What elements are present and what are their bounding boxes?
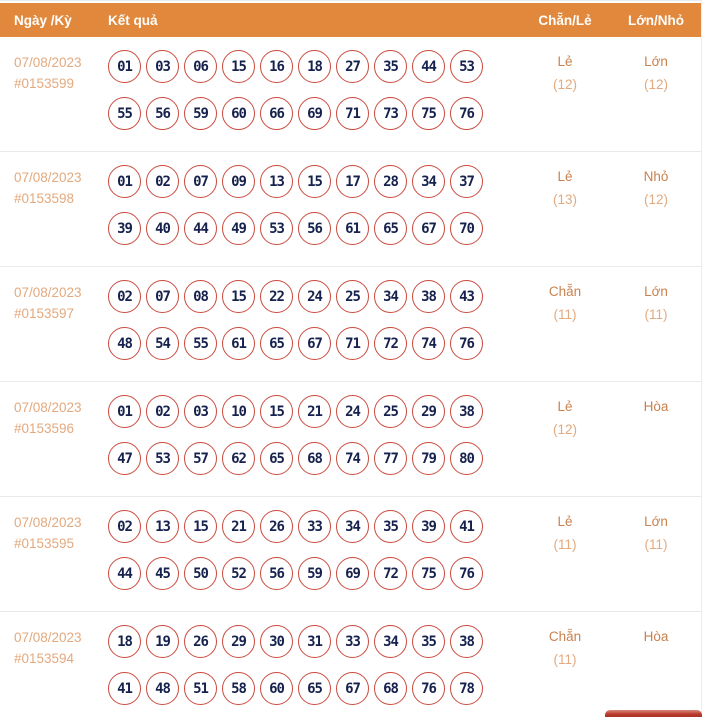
number-ball: 56 xyxy=(146,97,179,130)
number-ball: 13 xyxy=(260,165,293,198)
number-ball: 67 xyxy=(412,212,445,245)
draw-period: #0153595 xyxy=(14,536,75,551)
drawn-numbers xyxy=(108,395,520,475)
number-ball: 34 xyxy=(374,625,407,658)
even-odd-count: (11) xyxy=(553,652,577,667)
number-ball: 22 xyxy=(260,280,293,313)
number-ball: 13 xyxy=(146,510,179,543)
numbers-line-1 xyxy=(108,395,520,428)
big-small-label: Lớn xyxy=(644,54,668,69)
number-ball: 71 xyxy=(336,97,369,130)
number-ball: 34 xyxy=(374,280,407,313)
even-odd-stat xyxy=(520,165,610,245)
number-ball: 61 xyxy=(222,327,255,360)
draw-date: 07/08/2023 xyxy=(14,285,82,300)
number-ball: 15 xyxy=(222,50,255,83)
number-ball: 27 xyxy=(336,50,369,83)
number-ball: 08 xyxy=(184,280,217,313)
number-ball: 24 xyxy=(298,280,331,313)
number-ball: 03 xyxy=(184,395,217,428)
number-ball: 72 xyxy=(374,327,407,360)
number-ball: 10 xyxy=(222,395,255,428)
number-ball: 26 xyxy=(260,510,293,543)
number-ball: 31 xyxy=(298,625,331,658)
numbers-line-2 xyxy=(108,672,520,705)
draw-date-period xyxy=(14,165,108,245)
number-ball: 59 xyxy=(184,97,217,130)
number-ball: 53 xyxy=(260,212,293,245)
number-ball: 56 xyxy=(298,212,331,245)
number-ball: 76 xyxy=(412,672,445,705)
number-ball: 26 xyxy=(184,625,217,658)
number-ball: 69 xyxy=(298,97,331,130)
number-ball: 53 xyxy=(146,442,179,475)
big-small-stat xyxy=(610,280,702,360)
scroll-top-button[interactable] xyxy=(605,710,702,717)
number-ball: 65 xyxy=(298,672,331,705)
draw-date: 07/08/2023 xyxy=(14,630,82,645)
number-ball: 45 xyxy=(146,557,179,590)
big-small-label: Lớn xyxy=(644,514,668,529)
drawn-numbers xyxy=(108,510,520,590)
number-ball: 02 xyxy=(108,280,141,313)
even-odd-stat xyxy=(520,395,610,475)
results-table-body xyxy=(0,37,701,717)
number-ball: 65 xyxy=(260,442,293,475)
numbers-line-1 xyxy=(108,50,520,83)
number-ball: 18 xyxy=(108,625,141,658)
number-ball: 09 xyxy=(222,165,255,198)
number-ball: 61 xyxy=(336,212,369,245)
drawn-numbers xyxy=(108,625,520,705)
number-ball: 37 xyxy=(450,165,483,198)
numbers-line-2 xyxy=(108,327,520,360)
number-ball: 38 xyxy=(450,395,483,428)
result-row xyxy=(0,497,701,612)
big-small-label: Nhỏ xyxy=(643,169,669,184)
number-ball: 79 xyxy=(412,442,445,475)
big-small-count: (12) xyxy=(643,77,668,92)
numbers-line-1 xyxy=(108,510,520,543)
number-ball: 34 xyxy=(412,165,445,198)
big-small-label: Hòa xyxy=(643,629,669,644)
big-small-count: (12) xyxy=(643,192,668,207)
even-odd-label: Lẻ xyxy=(557,399,573,414)
draw-date-period xyxy=(14,625,108,705)
even-odd-count: (12) xyxy=(552,422,577,437)
draw-date: 07/08/2023 xyxy=(14,515,82,530)
number-ball: 38 xyxy=(450,625,483,658)
number-ball: 60 xyxy=(260,672,293,705)
number-ball: 43 xyxy=(450,280,483,313)
number-ball: 24 xyxy=(336,395,369,428)
big-small-stat xyxy=(610,50,702,130)
even-odd-count: (11) xyxy=(553,307,577,322)
number-ball: 59 xyxy=(298,557,331,590)
draw-period: #0153599 xyxy=(14,76,75,91)
number-ball: 44 xyxy=(412,50,445,83)
number-ball: 15 xyxy=(260,395,293,428)
draw-date: 07/08/2023 xyxy=(14,170,82,185)
number-ball: 78 xyxy=(450,672,483,705)
keno-results-page xyxy=(0,1,702,717)
number-ball: 74 xyxy=(412,327,445,360)
number-ball: 02 xyxy=(108,510,141,543)
number-ball: 35 xyxy=(374,510,407,543)
number-ball: 41 xyxy=(108,672,141,705)
even-odd-label: Chẵn xyxy=(548,629,582,644)
draw-period: #0153596 xyxy=(14,421,75,436)
number-ball: 52 xyxy=(222,557,255,590)
number-ball: 21 xyxy=(222,510,255,543)
number-ball: 67 xyxy=(336,672,369,705)
number-ball: 17 xyxy=(336,165,369,198)
number-ball: 25 xyxy=(336,280,369,313)
draw-date-period xyxy=(14,510,108,590)
drawn-numbers xyxy=(108,165,520,245)
even-odd-stat xyxy=(520,510,610,590)
number-ball: 76 xyxy=(450,97,483,130)
draw-date: 07/08/2023 xyxy=(14,55,82,70)
number-ball: 01 xyxy=(108,165,141,198)
numbers-line-2 xyxy=(108,557,520,590)
header-col-date: Ngày /Kỳ xyxy=(14,12,72,28)
number-ball: 47 xyxy=(108,442,141,475)
header-col-result: Kết quả xyxy=(108,12,158,28)
number-ball: 39 xyxy=(108,212,141,245)
number-ball: 07 xyxy=(184,165,217,198)
number-ball: 18 xyxy=(298,50,331,83)
header-col-even-odd: Chẵn/Lẻ xyxy=(538,12,592,28)
number-ball: 77 xyxy=(374,442,407,475)
number-ball: 07 xyxy=(146,280,179,313)
numbers-line-2 xyxy=(108,212,520,245)
number-ball: 15 xyxy=(298,165,331,198)
number-ball: 73 xyxy=(374,97,407,130)
number-ball: 16 xyxy=(260,50,293,83)
number-ball: 02 xyxy=(146,165,179,198)
numbers-line-2 xyxy=(108,97,520,130)
results-table-header xyxy=(0,3,701,37)
even-odd-count: (13) xyxy=(552,192,577,207)
draw-period: #0153598 xyxy=(14,191,75,206)
result-row xyxy=(0,267,701,382)
numbers-line-1 xyxy=(108,280,520,313)
number-ball: 57 xyxy=(184,442,217,475)
big-small-stat xyxy=(610,165,702,245)
number-ball: 35 xyxy=(412,625,445,658)
number-ball: 51 xyxy=(184,672,217,705)
number-ball: 68 xyxy=(298,442,331,475)
number-ball: 44 xyxy=(184,212,217,245)
draw-period: #0153594 xyxy=(14,651,75,666)
number-ball: 29 xyxy=(412,395,445,428)
even-odd-count: (12) xyxy=(552,77,577,92)
number-ball: 01 xyxy=(108,395,141,428)
even-odd-label: Lẻ xyxy=(557,169,573,184)
number-ball: 76 xyxy=(450,327,483,360)
number-ball: 68 xyxy=(374,672,407,705)
even-odd-count: (11) xyxy=(553,537,577,552)
numbers-line-2 xyxy=(108,442,520,475)
numbers-line-1 xyxy=(108,625,520,658)
even-odd-label: Lẻ xyxy=(557,514,573,529)
number-ball: 67 xyxy=(298,327,331,360)
number-ball: 56 xyxy=(260,557,293,590)
header-col-big-small: Lớn/Nhỏ xyxy=(627,12,685,28)
number-ball: 49 xyxy=(222,212,255,245)
number-ball: 40 xyxy=(146,212,179,245)
number-ball: 53 xyxy=(450,50,483,83)
number-ball: 65 xyxy=(374,212,407,245)
big-small-stat xyxy=(610,625,702,705)
number-ball: 74 xyxy=(336,442,369,475)
number-ball: 48 xyxy=(146,672,179,705)
number-ball: 48 xyxy=(108,327,141,360)
number-ball: 58 xyxy=(222,672,255,705)
numbers-line-1 xyxy=(108,165,520,198)
number-ball: 75 xyxy=(412,97,445,130)
number-ball: 34 xyxy=(336,510,369,543)
number-ball: 33 xyxy=(336,625,369,658)
even-odd-stat xyxy=(520,280,610,360)
number-ball: 25 xyxy=(374,395,407,428)
result-row xyxy=(0,152,701,267)
number-ball: 19 xyxy=(146,625,179,658)
drawn-numbers xyxy=(108,50,520,130)
number-ball: 65 xyxy=(260,327,293,360)
number-ball: 50 xyxy=(184,557,217,590)
big-small-count: (11) xyxy=(644,537,668,552)
draw-date-period xyxy=(14,280,108,360)
number-ball: 06 xyxy=(184,50,217,83)
result-row xyxy=(0,612,701,717)
even-odd-label: Lẻ xyxy=(557,54,573,69)
number-ball: 03 xyxy=(146,50,179,83)
number-ball: 55 xyxy=(184,327,217,360)
number-ball: 62 xyxy=(222,442,255,475)
big-small-count: (11) xyxy=(644,307,668,322)
even-odd-label: Chẵn xyxy=(548,284,582,299)
number-ball: 38 xyxy=(412,280,445,313)
number-ball: 33 xyxy=(298,510,331,543)
number-ball: 70 xyxy=(450,212,483,245)
number-ball: 80 xyxy=(450,442,483,475)
number-ball: 72 xyxy=(374,557,407,590)
number-ball: 55 xyxy=(108,97,141,130)
result-row xyxy=(0,382,701,497)
draw-period: #0153597 xyxy=(14,306,75,321)
number-ball: 69 xyxy=(336,557,369,590)
number-ball: 71 xyxy=(336,327,369,360)
even-odd-stat xyxy=(520,50,610,130)
number-ball: 76 xyxy=(450,557,483,590)
number-ball: 15 xyxy=(184,510,217,543)
number-ball: 02 xyxy=(146,395,179,428)
number-ball: 41 xyxy=(450,510,483,543)
number-ball: 66 xyxy=(260,97,293,130)
number-ball: 28 xyxy=(374,165,407,198)
draw-date: 07/08/2023 xyxy=(14,400,82,415)
big-small-label: Hòa xyxy=(643,399,669,414)
draw-date-period xyxy=(14,50,108,130)
draw-date-period xyxy=(14,395,108,475)
even-odd-stat xyxy=(520,625,610,705)
number-ball: 29 xyxy=(222,625,255,658)
big-small-label: Lớn xyxy=(644,284,668,299)
number-ball: 01 xyxy=(108,50,141,83)
number-ball: 44 xyxy=(108,557,141,590)
number-ball: 39 xyxy=(412,510,445,543)
number-ball: 54 xyxy=(146,327,179,360)
number-ball: 35 xyxy=(374,50,407,83)
result-row xyxy=(0,37,701,152)
big-small-stat xyxy=(610,395,702,475)
number-ball: 60 xyxy=(222,97,255,130)
number-ball: 15 xyxy=(222,280,255,313)
big-small-stat xyxy=(610,510,702,590)
number-ball: 30 xyxy=(260,625,293,658)
drawn-numbers xyxy=(108,280,520,360)
number-ball: 21 xyxy=(298,395,331,428)
number-ball: 75 xyxy=(412,557,445,590)
